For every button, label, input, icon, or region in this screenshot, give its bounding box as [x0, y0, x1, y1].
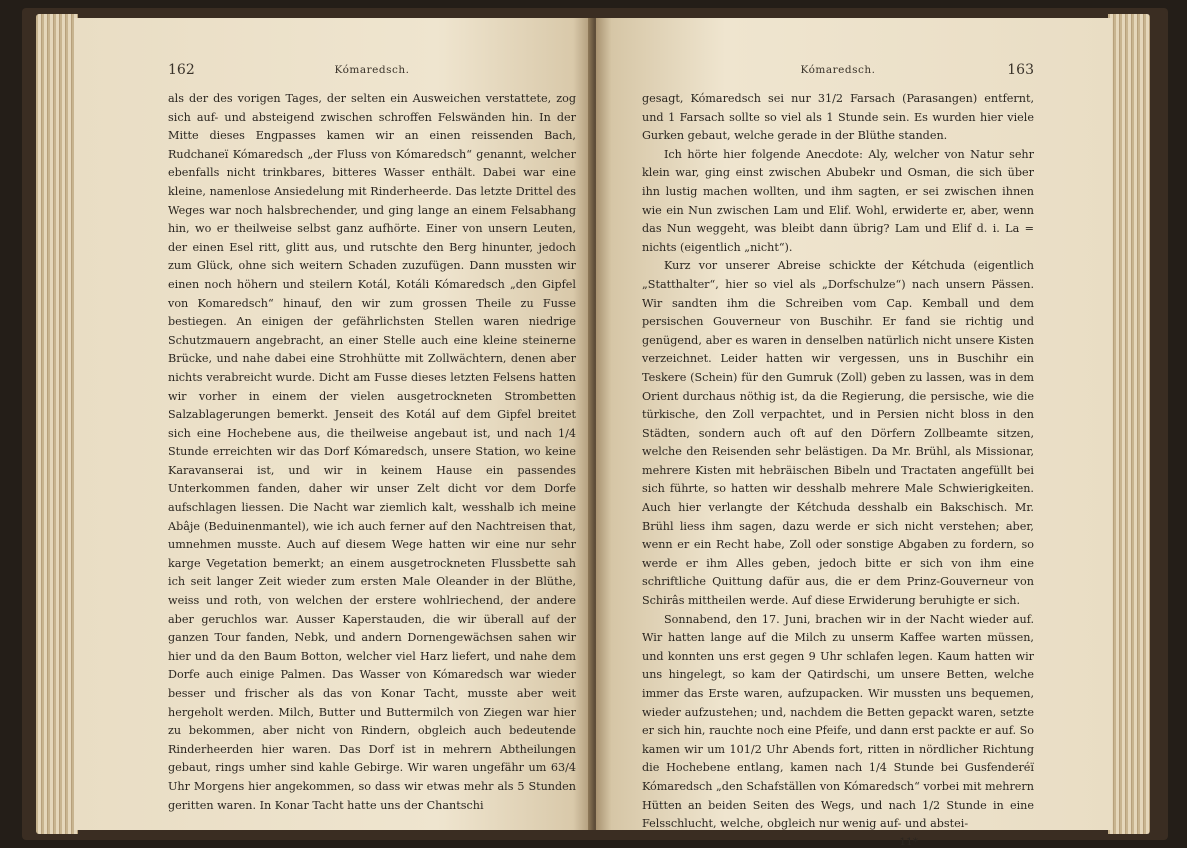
left-page — [74, 18, 594, 830]
running-head: Kómaredsch. — [334, 64, 410, 76]
page-edges-right — [1108, 14, 1150, 834]
paragraph: als der des vorigen Tages, der selten ein Ausweichen verstattete, zog sich auf- und absteigend zwischen schroffen Felswänden hin. In der Mitte dieses Engpasses kamen wir an einen reissenden Bach, Rudchaneï Kómaredsch „der Fluss von Kómaredsch“ genannt, welcher ebenfalls nicht trinkbares, bitteres Wasser enthält. Dabei war eine kleine, namenlose Ansiedelung mit Rinderheerde. Das letzte Drittel des Weges war noch halsbrechender, und ging lange an einem Felsabhang hin, wo er theilweise selbst ganz aufhörte. Einer von unsern Leuten, der einen Esel ritt, glitt aus, und rutschte den Berg hinunter, jedoch zum Glück, ohne sich weitern Schaden zuzufügen. Dann mussten wir einen noch höhern und steilern Kotál, Kotáli Kómaredsch „den Gipfel von Komaredsch“ hinauf, den wir zum grossen Theile zu Fusse bestiegen. An einigen der gefährlichsten Stellen waren niedrige Schutzmauern angebracht, an einer Stelle auch eine kleine steinerne Brücke, und nahe dabei eine Strohhütte mit Zollwächtern, denen aber nichts verabreicht wurde. Dicht am Fusse dieses letzten Felsens hatten wir vorher in einem der vielen ausgetrockneten Strombetten Salzablagerungen bemerkt. Jenseit des Kotál auf dem Gipfel breitet sich eine Hochebene aus, die theilweise angebaut ist, und nach 1/4 Stunde erreichten wir das Dorf Kómaredsch, unsere Station, wo keine Karavanserai ist, und wir in keinem Hause ein passendes Unterkommen fanden, daher wir unser Zelt dicht vor dem Dorfe aufschlagen liessen. Die Nacht war ziemlich kalt, wesshalb ich meine Abâje (Beduinenmantel), wie ich auch ferner auf den Nachtreisen that, umnehmen musste. Auch auf diesem Wege hatten wir eine nur sehr karge Vegetation bemerkt; an einem ausgetrockneten Flussbette sah ich seit langer Zeit wieder zum ersten Male Oleander in der Blüthe, weiss und roth, von welchen der erstere wohlriechend, der andere aber geruchlos war. Ausser Kaperstauden, die wir überall auf der ganzen Tour fanden, Nebk, und andern Dornengewächsen sahen wir hier und da den Baum Botton, welcher viel Harz liefert, und nahe dem Dorfe auch einige Palmen. Das Wasser von Kómaredsch war wieder besser und frischer als das von Konar Tacht, musste aber weit hergeholt werden. Milch, Butter und Buttermilch von Ziegen war hier zu bekommen, aber nicht von Rindern, obgleich auch bedeutende Rinderheerden hier waren. Das Dorf ist in mehrern Abtheilungen gebaut, rings umher sind kahle Gebirge. Wir waren ungefähr um 63/4 Uhr Morgens hier angekommen, so dass wir etwas mehr als 5 Stunden geritten waren. In Konar Tacht hatte uns der Chantschi — [168, 92, 576, 812]
left-page-header — [168, 62, 576, 90]
right-page-body — [642, 90, 1034, 848]
left-page-body — [168, 90, 576, 815]
signature-mark: 11* — [899, 835, 918, 848]
running-head: Kómaredsch. — [800, 64, 876, 76]
page-number: 162 — [168, 62, 195, 78]
paragraph: Sonnabend, den 17. Juni, brachen wir in der Nacht wieder auf. Wir hatten lange auf die Milch zu unserm Kaffee warten müssen, und konnten uns erst gegen 9 Uhr schlafen legen. Kaum hatten wir uns hingelegt, so kam der Qatirdschi, um unsere Betten, welche immer das Erste waren, aufzupacken. Wir mussten uns bequemen, wieder aufzustehen; und, nachdem die Betten gepackt waren, setzte er sich hin, rauchte noch eine Pfeife, und dann erst packte er auf. So kamen wir um 101/2 Uhr Abends fort, ritten in nördlicher Richtung die Hochebene entlang, kamen nach 1/4 Stunde bei Gusfenderéï Kómaredsch „den Schafställen von Kómaredsch“ vorbei mit mehrern Hütten an beiden Seiten des Wegs, und nach 1/2 Stunde in eine Felsschlucht, welche, obgleich nur wenig auf- und abstei- — [642, 612, 1034, 831]
page-number: 163 — [1007, 62, 1034, 78]
page-edges-left — [36, 14, 78, 834]
paragraph: gesagt, Kómaredsch sei nur 31/2 Farsach (Parasangen) entfernt, und 1 Farsach sollte so viel als 1 Stunde sein. Es wurden hier viele Gurken gebaut, welche gerade in der Blüthe standen. — [642, 92, 1034, 143]
right-page — [596, 18, 1112, 848]
paragraph: Ich hörte hier folgende Anecdote: Aly, welcher von Natur sehr klein war, ging einst zwischen Abubekr und Osman, die sich über ihn lustig machen wollten, und ihm sagten, er sei zwischen ihnen wie ein Nun zwischen Lam und Elif. Wohl, erwiderte er, aber, wenn das Nun weggeht, was bleibt dann übrig? Lam und Elif d. i. La = nichts (eigentlich „nicht“). — [642, 147, 1034, 254]
right-page-header — [642, 62, 1034, 90]
paragraph: Kurz vor unserer Abreise schickte der Kétchuda (eigentlich „Statthalter“, hier so viel als „Dorfschulze“) nach unsern Pässen. Wir sandten ihm die Schreiben vom Cap. Kemball und dem persischen Gouverneur von Buschihr. Er fand sie richtig und genügend, aber es waren in denselben natürlich nicht unsere Kisten verzeichnet. Leider hatten wir vergessen, uns in Buschihr ein Teskere (Schein) für den Gumruk (Zoll) geben zu lassen, was in dem Orient durchaus nöthig ist, da die Regierung, die persische, wie die türkische, den Zoll verpachtet, und in Persien nicht bloss in den Städten, sondern auch oft auf den Dörfern Zollbeamte sitzen, welche den Reisenden sehr belästigen. Da Mr. Brühl, als Missionar, mehrere Kisten mit hebräischen Bibeln und Tractaten angefüllt bei sich führte, so hatten wir desshalb mehrere Male Schwierigkeiten. Auch hier verlangte der Kétchuda desshalb ein Bakschisch. Mr. Brühl liess ihm sagen, dazu werde er sich nicht verstehen; aber, wenn er ein Recht habe, Zoll oder sonstige Abgaben zu fordern, so werde er ihm Alles geben, jedoch bitte er sich von ihm eine schriftliche Quittung dafür aus, die er dem Prinz-Gouverneur von Schirâs mittheilen werde. Auf diese Erwiderung beruhigte er sich. — [642, 259, 1034, 608]
